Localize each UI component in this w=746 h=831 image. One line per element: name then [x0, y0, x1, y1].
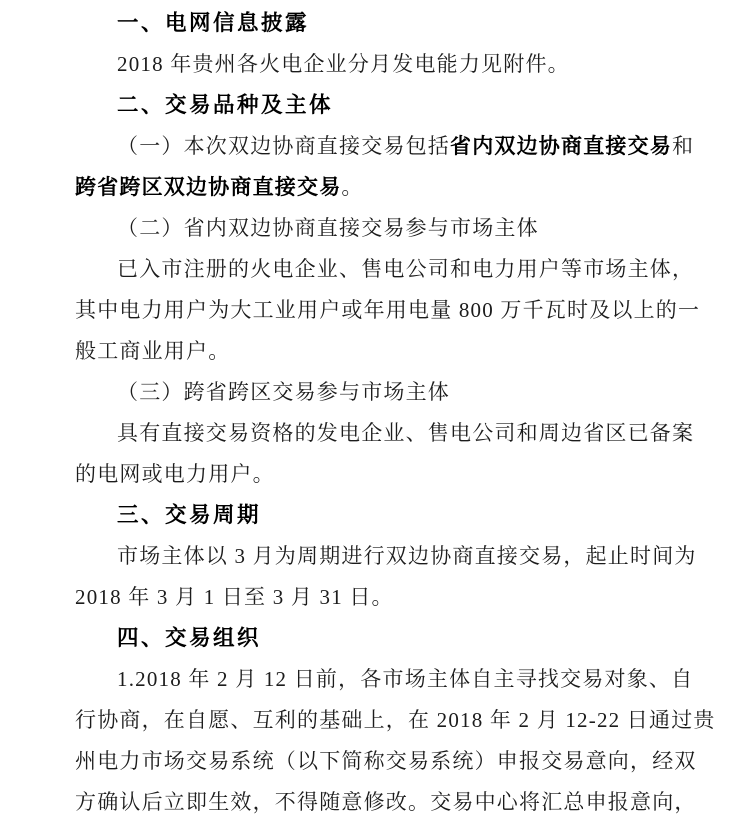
- text-line-10: （三）跨省跨区交易参与市场主体: [117, 380, 450, 404]
- text-run-bold: 跨省跨区双边协商直接交易: [75, 176, 342, 199]
- text-line-17: 1.2018 年 2 月 12 日前，各市场主体自主寻找交易对象、自: [117, 667, 694, 691]
- text-line-7: 已入市注册的火电企业、售电公司和电力用户等市场主体，: [117, 257, 695, 281]
- section-heading-1: 一、电网信息披露: [117, 11, 310, 35]
- text-line-5: [75, 167, 723, 208]
- text-run: （一）本次双边协商直接交易包括: [117, 134, 450, 158]
- text-line-6: （二）省内双边协商直接交易参与市场主体: [117, 216, 539, 240]
- document-content: [75, 3, 723, 823]
- text-run-bold: 省内双边协商直接交易: [450, 135, 672, 158]
- text-line-12: 的电网或电力用户。: [75, 462, 275, 486]
- text-line-11: 具有直接交易资格的发电企业、售电公司和周边省区已备案: [117, 421, 695, 445]
- text-line-20: 方确认后立即生效，不得随意修改。交易中心将汇总申报意向，: [75, 790, 697, 814]
- text-line-14: 市场主体以 3 月为周期进行双边协商直接交易，起止时间为: [117, 544, 697, 568]
- text-line-15: 2018 年 3 月 1 日至 3 月 31 日。: [75, 585, 394, 609]
- text-line-18: 行协商，在自愿、互利的基础上，在 2018 年 2 月 12-22 日通过贵: [75, 708, 716, 732]
- text-line-2: 2018 年贵州各火电企业分月发电能力见附件。: [117, 52, 570, 76]
- section-heading-3: 三、交易周期: [117, 503, 262, 527]
- text-line-8: 其中电力用户为大工业用户或年用电量 800 万千瓦时及以上的一: [75, 298, 701, 322]
- section-heading-2: 二、交易品种及主体: [117, 93, 334, 117]
- text-line-4: [75, 126, 723, 167]
- text-run: 和: [672, 134, 695, 158]
- section-heading-4: 四、交易组织: [117, 626, 262, 650]
- text-line-19: 州电力市场交易系统（以下简称交易系统）申报交易意向，经双: [75, 749, 697, 773]
- text-line-9: 般工商业用户。: [75, 339, 231, 363]
- text-run: 。: [341, 175, 364, 199]
